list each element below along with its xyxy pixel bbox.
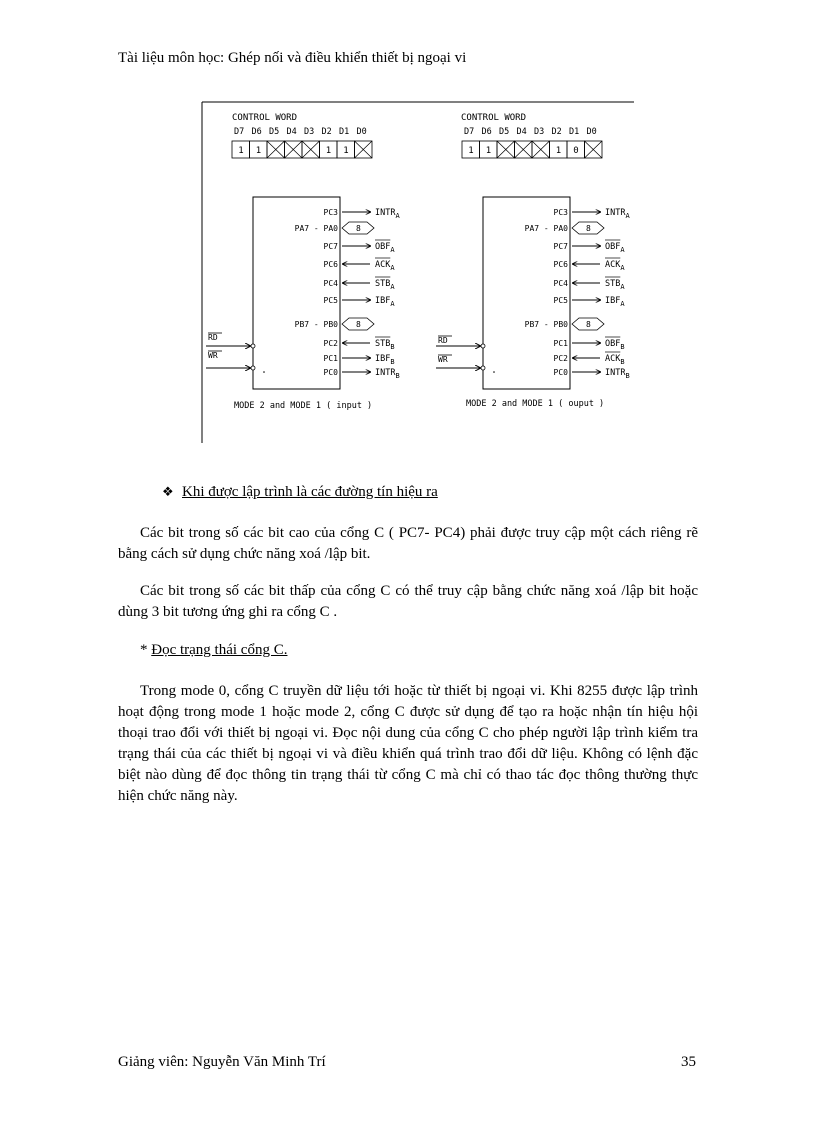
dont-care-cross [515,141,533,158]
rd-bubble [481,344,485,348]
paragraph-low-bits: Các bit trong số các bit thấp của cổng C có thể truy cập bằng chức năng xoá /lập bit hoặc dùng 3 bit tương ứng ghi ra cổng C . [118,583,698,620]
svg-text:8: 8 [586,224,591,233]
control-word-label: CONTROL WORD [232,113,298,123]
svg-text:8: 8 [586,320,591,329]
wr-label: WR [438,355,448,364]
signal-name: $INTR_A$ [605,208,630,220]
dont-care-cross [355,141,373,158]
wr-bubble [481,366,485,370]
bit-value: 1 [555,146,562,156]
signal-name: $OBF_A$ [375,242,395,254]
bit-label: D0 [586,127,597,137]
wr-label: WR [208,351,218,360]
wr-bubble [251,366,255,370]
rd-bubble [251,344,255,348]
page-number: 35 [681,1054,696,1070]
pin-label: PB7 - PB0 [294,320,338,329]
paragraph-read-port-c: Trong mode 0, cổng C truyền dữ liệu tới hoặc từ thiết bị ngoại vi. Khi 8255 được lập trình hoạt động trong mode 1 hoặc mode 2, cổng C được sử dụng để tạo ra hoặc nhận tín hiệu hội thoại trao đổi với thiết bị ngoại vi. Đọc nội dung của cổng C cho phép người lập trình kiểm tra trạng thái của các thiết bị ngoại vi và điều khiển quá trình trao đổi dữ liệu. Không có lệnh đặc biệt nào dùng để đọc thông tin trạng thái từ cổng C mà chỉ có thao tác đọc thông thường thực hiện chức năng này. [118,683,698,804]
bit-value: 0 [573,146,579,156]
pin-label: PC5 [553,296,568,305]
pin-label: PC4 [323,279,338,288]
bit-value: 1 [255,146,262,156]
rd-label: RD [208,333,218,342]
pin-label: PB7 - PB0 [524,320,568,329]
rd-label: RD [438,336,448,345]
bit-label: D3 [534,127,545,137]
bullet-heading-text: Khi được lập trình là các đường tín hiệu ra [182,484,438,500]
signal-name: $IBF_A$ [375,296,395,308]
pin-label: PC5 [323,296,338,305]
data-bus-arrow [342,318,374,330]
pin-label: PC7 [323,242,338,251]
pin-label: PC1 [553,339,568,348]
pin-label: PC3 [323,208,338,217]
mode-caption: MODE 2 and MODE 1 ( ouput ) [466,399,605,409]
paragraph-high-bits: Các bit trong số các bit cao của cổng C ( PC7- PC4) phải được truy cập một cách riêng rẽ bằng cách sử dụng chức năng xoá /lập bit. [118,525,698,562]
subheading-prefix: * [140,642,152,658]
bit-label: D3 [304,127,315,137]
bit-value: 1 [468,146,474,156]
signal-name: $IBF_B$ [375,354,395,366]
signal-name: $OBF_B$ [605,339,625,351]
signal-name: $ACK_A$ [375,260,395,272]
dont-care-cross [532,141,550,158]
data-bus-arrow [342,222,374,234]
dont-care-cross [497,141,515,158]
port-c-mode-diagram [198,100,638,445]
pin-label: PC1 [323,354,338,363]
pin-label: PC3 [553,208,568,217]
signal-name: $OBF_A$ [605,242,625,254]
diamond-bullet-icon: ❖ [162,484,174,499]
svg-text:8: 8 [356,320,361,329]
signal-name: $STB_B$ [375,339,395,351]
bit-label: D7 [464,127,475,137]
bit-value: 1 [238,146,244,156]
signal-name: $ACK_A$ [605,260,625,272]
pin-label: PC0 [323,368,338,377]
output-mode-panel [436,113,630,409]
pin-label: PC0 [553,368,568,377]
bit-label: D6 [251,127,262,137]
bit-label: D4 [516,127,527,137]
chip-mark [493,371,495,373]
bit-label: D5 [499,127,510,137]
bit-label: D7 [234,127,245,137]
bit-label: D4 [286,127,297,137]
bit-label: D5 [269,127,280,137]
signal-name: $STB_A$ [605,279,625,291]
signal-name: $STB_A$ [375,279,395,291]
bit-label: D2 [551,127,562,137]
dont-care-cross [267,141,285,158]
control-word-label: CONTROL WORD [461,113,527,123]
bit-label: D6 [481,127,492,137]
dont-care-cross [585,141,603,158]
bit-label: D2 [321,127,332,137]
pin-label: PA7 - PA0 [294,224,338,233]
chip-mark [263,371,265,373]
bit-value: 1 [343,146,349,156]
control-word-bits [462,141,602,158]
signal-name: $INTR_B$ [605,368,630,380]
bit-value: 1 [485,146,492,156]
input-mode-panel [206,113,400,411]
section-subheading [140,642,287,659]
bit-label: D1 [569,127,580,137]
signal-name: $INTR_A$ [375,208,400,220]
dont-care-cross [285,141,303,158]
signal-name: $IBF_A$ [605,296,625,308]
pin-label: PA7 - PA0 [524,224,568,233]
signal-name: $INTR_B$ [375,368,400,380]
pin-label: PC4 [553,279,568,288]
footer-lecturer: Giảng viên: Nguyễn Văn Minh Trí [118,1054,326,1070]
svg-text:8: 8 [356,224,361,233]
mode-diagram-svg [198,100,638,445]
dont-care-cross [302,141,320,158]
bullet-heading [162,484,438,501]
pin-label: PC6 [553,260,568,269]
signal-name: $ACK_B$ [605,354,625,366]
control-word-bits [232,141,372,158]
subheading-text: Đọc trạng thái cổng C. [151,642,288,658]
page-header: Tài liệu môn học: Ghép nối và điều khiển thiết bị ngoại vi [118,50,467,66]
bit-value: 1 [325,146,332,156]
pin-label: PC2 [323,339,338,348]
data-bus-arrow [572,222,604,234]
pin-label: PC7 [553,242,568,251]
bit-label: D1 [339,127,350,137]
mode-caption: MODE 2 and MODE 1 ( input ) [234,401,373,411]
data-bus-arrow [572,318,604,330]
bit-label: D0 [356,127,367,137]
pin-label: PC6 [323,260,338,269]
pin-label: PC2 [553,354,568,363]
